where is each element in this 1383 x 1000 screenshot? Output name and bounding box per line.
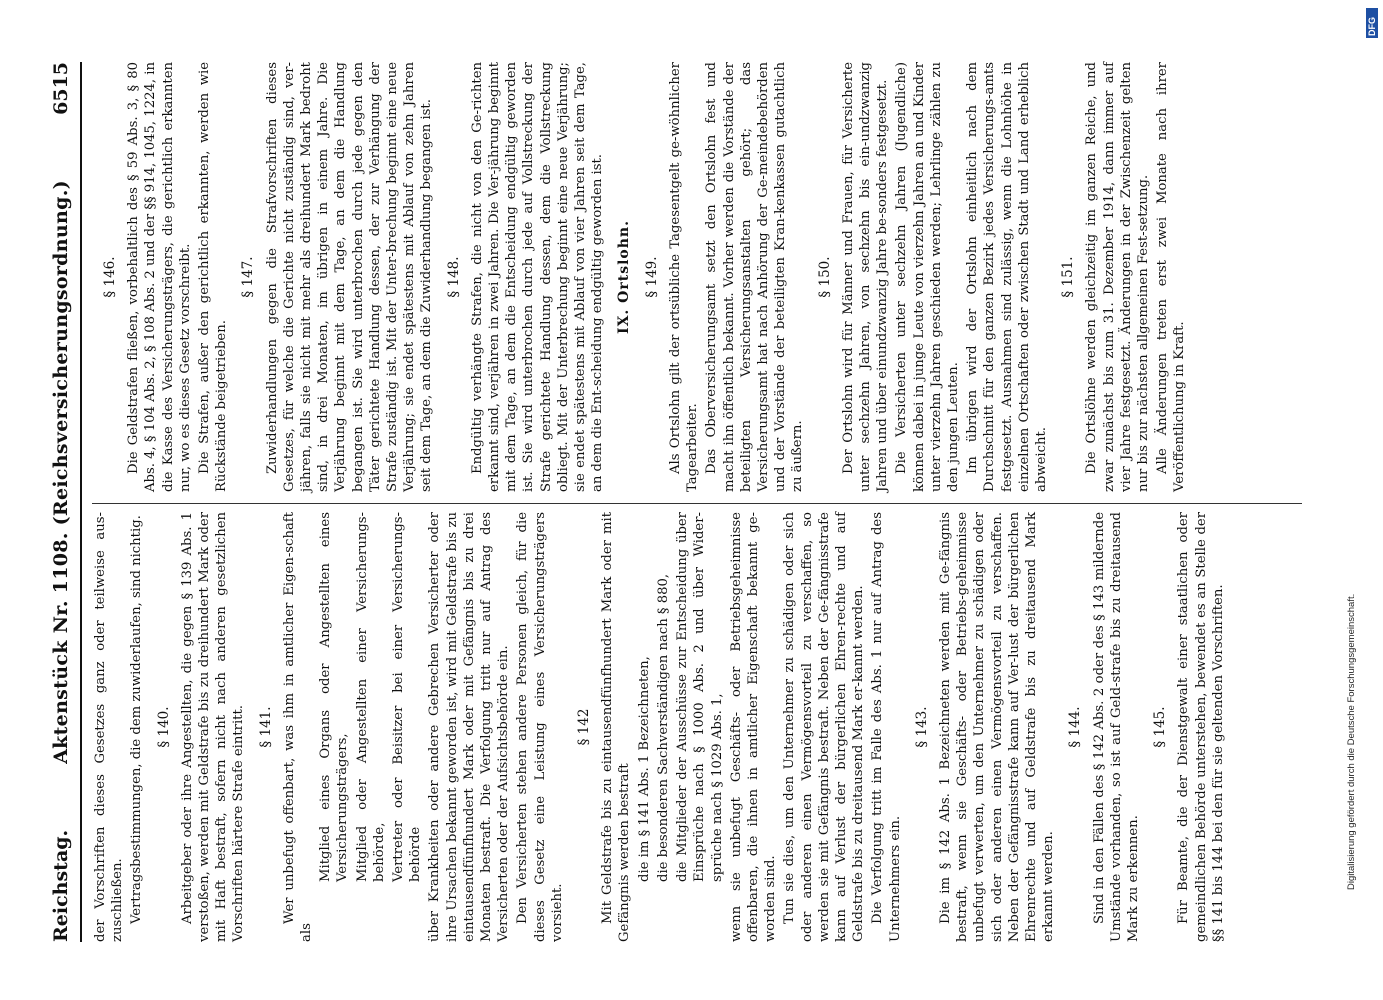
paragraph: Mit Geldstrafe bis zu eintausendfünfhundert Mark oder mit Gefängnis werden bestraft: [600, 512, 633, 942]
paragraph: Die Versicherten unter sechzehn Jahren (Jugendliche) können dabei in junge Leute von vierzehn Jahren an und Kinder unter vierzehn Jahren geschieden werden; Lehrlinge zählen zu den jungen Leuten.: [894, 62, 961, 492]
section-heading: § 144.: [1067, 706, 1084, 748]
paragraph: Sind in den Fällen des § 142 Abs. 2 oder des § 143 mildernde Umstände vorhanden, so ist auf Geld-strafe bis zu dreitausend Mark zu erkennen.: [1091, 512, 1141, 942]
paragraph: Für Beamte, die der Dienstgewalt einer staatlichen oder gemeindlichen Behörde unterstehen, bewendet es an Stelle der §§ 141 bis 144 bei den für sie geltenden Vorschriften.: [1176, 512, 1226, 942]
paragraph: wenn sie unbefugt Geschäfts- oder Betriebsgeheimnisse offenbaren, die ihnen in amtlicher Eigenschaft bekannt ge-worden sind.: [728, 512, 779, 942]
section-heading: § 145.: [1152, 706, 1169, 748]
section-heading: § 149.: [643, 256, 660, 298]
paragraph: Die Ortslöhne werden gleichzeitig im ganzen Reiche, und zwar zunächst bis zum 31. Dezember 1914, dann immer auf vier Jahre festgesetzt. Änderungen in der Zwischenzeit gelten nur bis zur nächsten allgemeinen Fest-setzung.: [1084, 62, 1151, 492]
section-heading: § 151.: [1060, 256, 1077, 298]
section-heading: § 141.: [257, 706, 274, 748]
chapter-heading: IX. Ortslohn.: [616, 220, 633, 334]
dfg-logo-text: DFG: [1367, 17, 1377, 36]
header-title: Aktenstück Nr. 1108. (Reichsversicherungsordnung.): [50, 180, 72, 764]
section-heading: § 142: [576, 708, 593, 746]
paragraph: Das Oberversicherungsamt setzt den Ortslohn fest und macht ihn öffentlich bekannt. Vorher werden die Vorstände der beteiligten Versicherungsanstalten gehört; das Versicherungsamt hat nach Anhörung der Ge-meindebehörden und der Vorstände der beteiligten Kran-kenkassen gutachtlich zu äußern.: [704, 62, 806, 492]
list-item: Mitglied eines Organs oder Angestellten eines Versicherungsträgers,: [318, 512, 351, 882]
dfg-logo: [1366, 8, 1378, 38]
paragraph: Im übrigen wird der Ortslohn einheitlich nach dem Durchschnitt für den ganzen Bezirk jedes Versicherungs-amts festgesetzt. Ausnahmen sind zulässig, wenn die Lohnhöhe in einzelnen Ortschaften oder zwischen Stadt und Land erheblich abweicht.: [965, 62, 1049, 492]
paragraph: Alle Änderungen treten erst zwei Monate nach ihrer Veröffentlichung in Kraft.: [1155, 62, 1188, 492]
list-item: Vertreter oder Beisitzer bei einer Versicherungs-behörde: [391, 512, 424, 882]
paragraph: Wer unbefugt offenbart, was ihm in amtlicher Eigen-schaft als: [281, 512, 315, 942]
header-rule: [80, 62, 82, 942]
section-heading: § 150.: [816, 256, 833, 298]
right-column: [92, 62, 1191, 492]
section-heading: § 146.: [102, 256, 118, 298]
column-separator: [92, 503, 1302, 504]
paragraph: Tun sie dies, um den Unternehmer zu schädigen oder sich oder anderen einen Vermögensvorteil zu verschaffen, so werden sie mit Gefängnis bestraft. Neben der Ge-fängnisstrafe kann auf Verlust der bürgerlichen Ehren-rechte und auf Geldstrafe bis zu dreitausend Mark er-kannt werden.: [782, 512, 867, 942]
page-number: 6515: [50, 62, 72, 115]
paragraph: über Krankheiten oder andere Gebrechen Versicherter oder ihre Ursachen bekannt geworden ist, wird mit Geldstrafe bis zu eintausendfünfhundert Mark oder mit Gefängnis bis zu drei Monaten bestraft. Die Verfolgung tritt nur auf Antrag des Versicherten oder der Aufsichtsbehörde ein.: [427, 512, 512, 942]
section-heading: § 148.: [445, 256, 462, 298]
section-heading: § 140.: [155, 706, 172, 748]
paragraph: Vertragsbestimmungen, die dem zuwiderlaufen, sind nichtig.: [129, 515, 145, 924]
page-header: [42, 62, 82, 942]
paragraph: Arbeitgeber oder ihre Angestellten, die gegen § 139 Abs. 1 verstoßen, werden mit Geldstrafe bis zu dreihundert Mark oder mit Haft bestraft, sofern nicht nach anderen gesetzlichen Vorschriften härtere Strafe eintritt.: [179, 512, 247, 942]
paragraph: Der Ortslohn wird für Männer und Frauen, für Versicherte unter sechzehn Jahren, von sechzehn bis ein-undzwanzig Jahren und über einundzwanzig Jahre be-sonders festgesetzt.: [840, 62, 891, 492]
digitization-note-text: Digitalisierung gefördert durch die Deutsche Forschungsgemeinschaft.: [1346, 593, 1357, 890]
digitization-note: [1336, 200, 1356, 900]
paragraph: Die im § 142 Abs. 1 Bezeichneten werden mit Ge-fängnis bestraft, wenn sie Geschäfts- oder Betriebs-geheimnisse unbefugt verwerten, um den Unternehmer zu schädigen oder sich oder anderen einen Vermögensvorteil zu verschaffen. Neben der Gefängnisstrafe kann auf Ver-lust der bürgerlichen Ehrenrechte und auf Geldstrafe bis zu dreitausend Mark erkannt werden.: [937, 512, 1057, 942]
paragraph: Die Verfolgung tritt im Falle des Abs. 1 nur auf Antrag des Unternehmers ein.: [870, 512, 903, 942]
paragraph: Zuwiderhandlungen gegen die Strafvorschriften dieses Gesetzes, für welche die Gerichte nicht zuständig sind, ver-jähren, falls sie nicht mit mehr als dreihundert Mark bedroht sind, in drei Monaten, im übrigen in einem Jahre. Die Verjährung beginnt mit dem Tage, an dem die Handlung begangen ist. Sie wird unterbrochen durch jede gegen den Täter gerichtete Handlung dessen, der zur Verhängung der Strafe zuständig ist. Mit der Unter-brechung beginnt eine neue Verjährung; sie endet spätestens mit Ablauf von zehn Jahren seit dem Tage, an dem die Zuwiderhandlung begangen ist.: [264, 62, 435, 492]
list-item: Mitglied oder Angestellten einer Versicherungs-behörde,: [354, 512, 387, 882]
list-item: die Mitglieder der Ausschüsse zur Entscheidung über Einsprüche nach § 1000 Abs. 2 und über Wider-sprüche nach § 1029 Abs. 1,: [675, 512, 725, 882]
section-heading: § 143.: [913, 706, 930, 748]
paragraph: Die Geldstrafen fließen, vorbehaltlich des § 59 Abs. 3, § 80 Abs. 4, § 104 Abs. 2, § 108 Abs. 2 und der §§ 914, 1045, 1224, in die Kasse des Versicherungsträgers, die gerichtlich erkannten nur, wo es dieses Gesetz vorschreibt.: [126, 62, 193, 492]
header-left: Reichstag.: [50, 829, 72, 942]
paragraph: Als Ortslohn gilt der ortsübliche Tagesentgelt ge-wöhnlicher Tagearbeiter.: [667, 62, 701, 492]
list-item: die im § 141 Abs. 1 Bezeichneten,: [636, 656, 652, 882]
paragraph: der Vorschriften dieses Gesetzes ganz oder teilweise aus-zuschließen.: [93, 512, 126, 942]
paragraph: Endgültig verhängte Strafen, die nicht von den Ge-richten erkannt sind, verjähren in zwei Jahren. Die Ver-jährung beginnt mit dem Tage, an dem die Entscheidung endgültig geworden ist. Sie wird unterbrochen durch jede auf Vollstreckung der Strafe gerichtete Handlung dessen, dem die Vollstreckung obliegt. Mit der Unterbrechung beginnt eine neue Verjährung; sie endet spätestens mit Ablauf von vier Jahren seit dem Tage, an dem die Ent-scheidung endgültig geworden ist.: [469, 62, 606, 492]
paragraph: Den Versicherten stehen andere Personen gleich, für die dieses Gesetz eine Leistung eines Versicherungsträgers vorsieht.: [515, 512, 565, 942]
list-item: die besonderen Sachverständigen nach § 880,: [655, 573, 671, 882]
paragraph: Die Strafen, außer den gerichtlich erkannten, werden wie Rückstände beigetrieben.: [197, 62, 230, 492]
left-column: [92, 512, 1229, 942]
section-heading: § 147.: [240, 256, 257, 298]
